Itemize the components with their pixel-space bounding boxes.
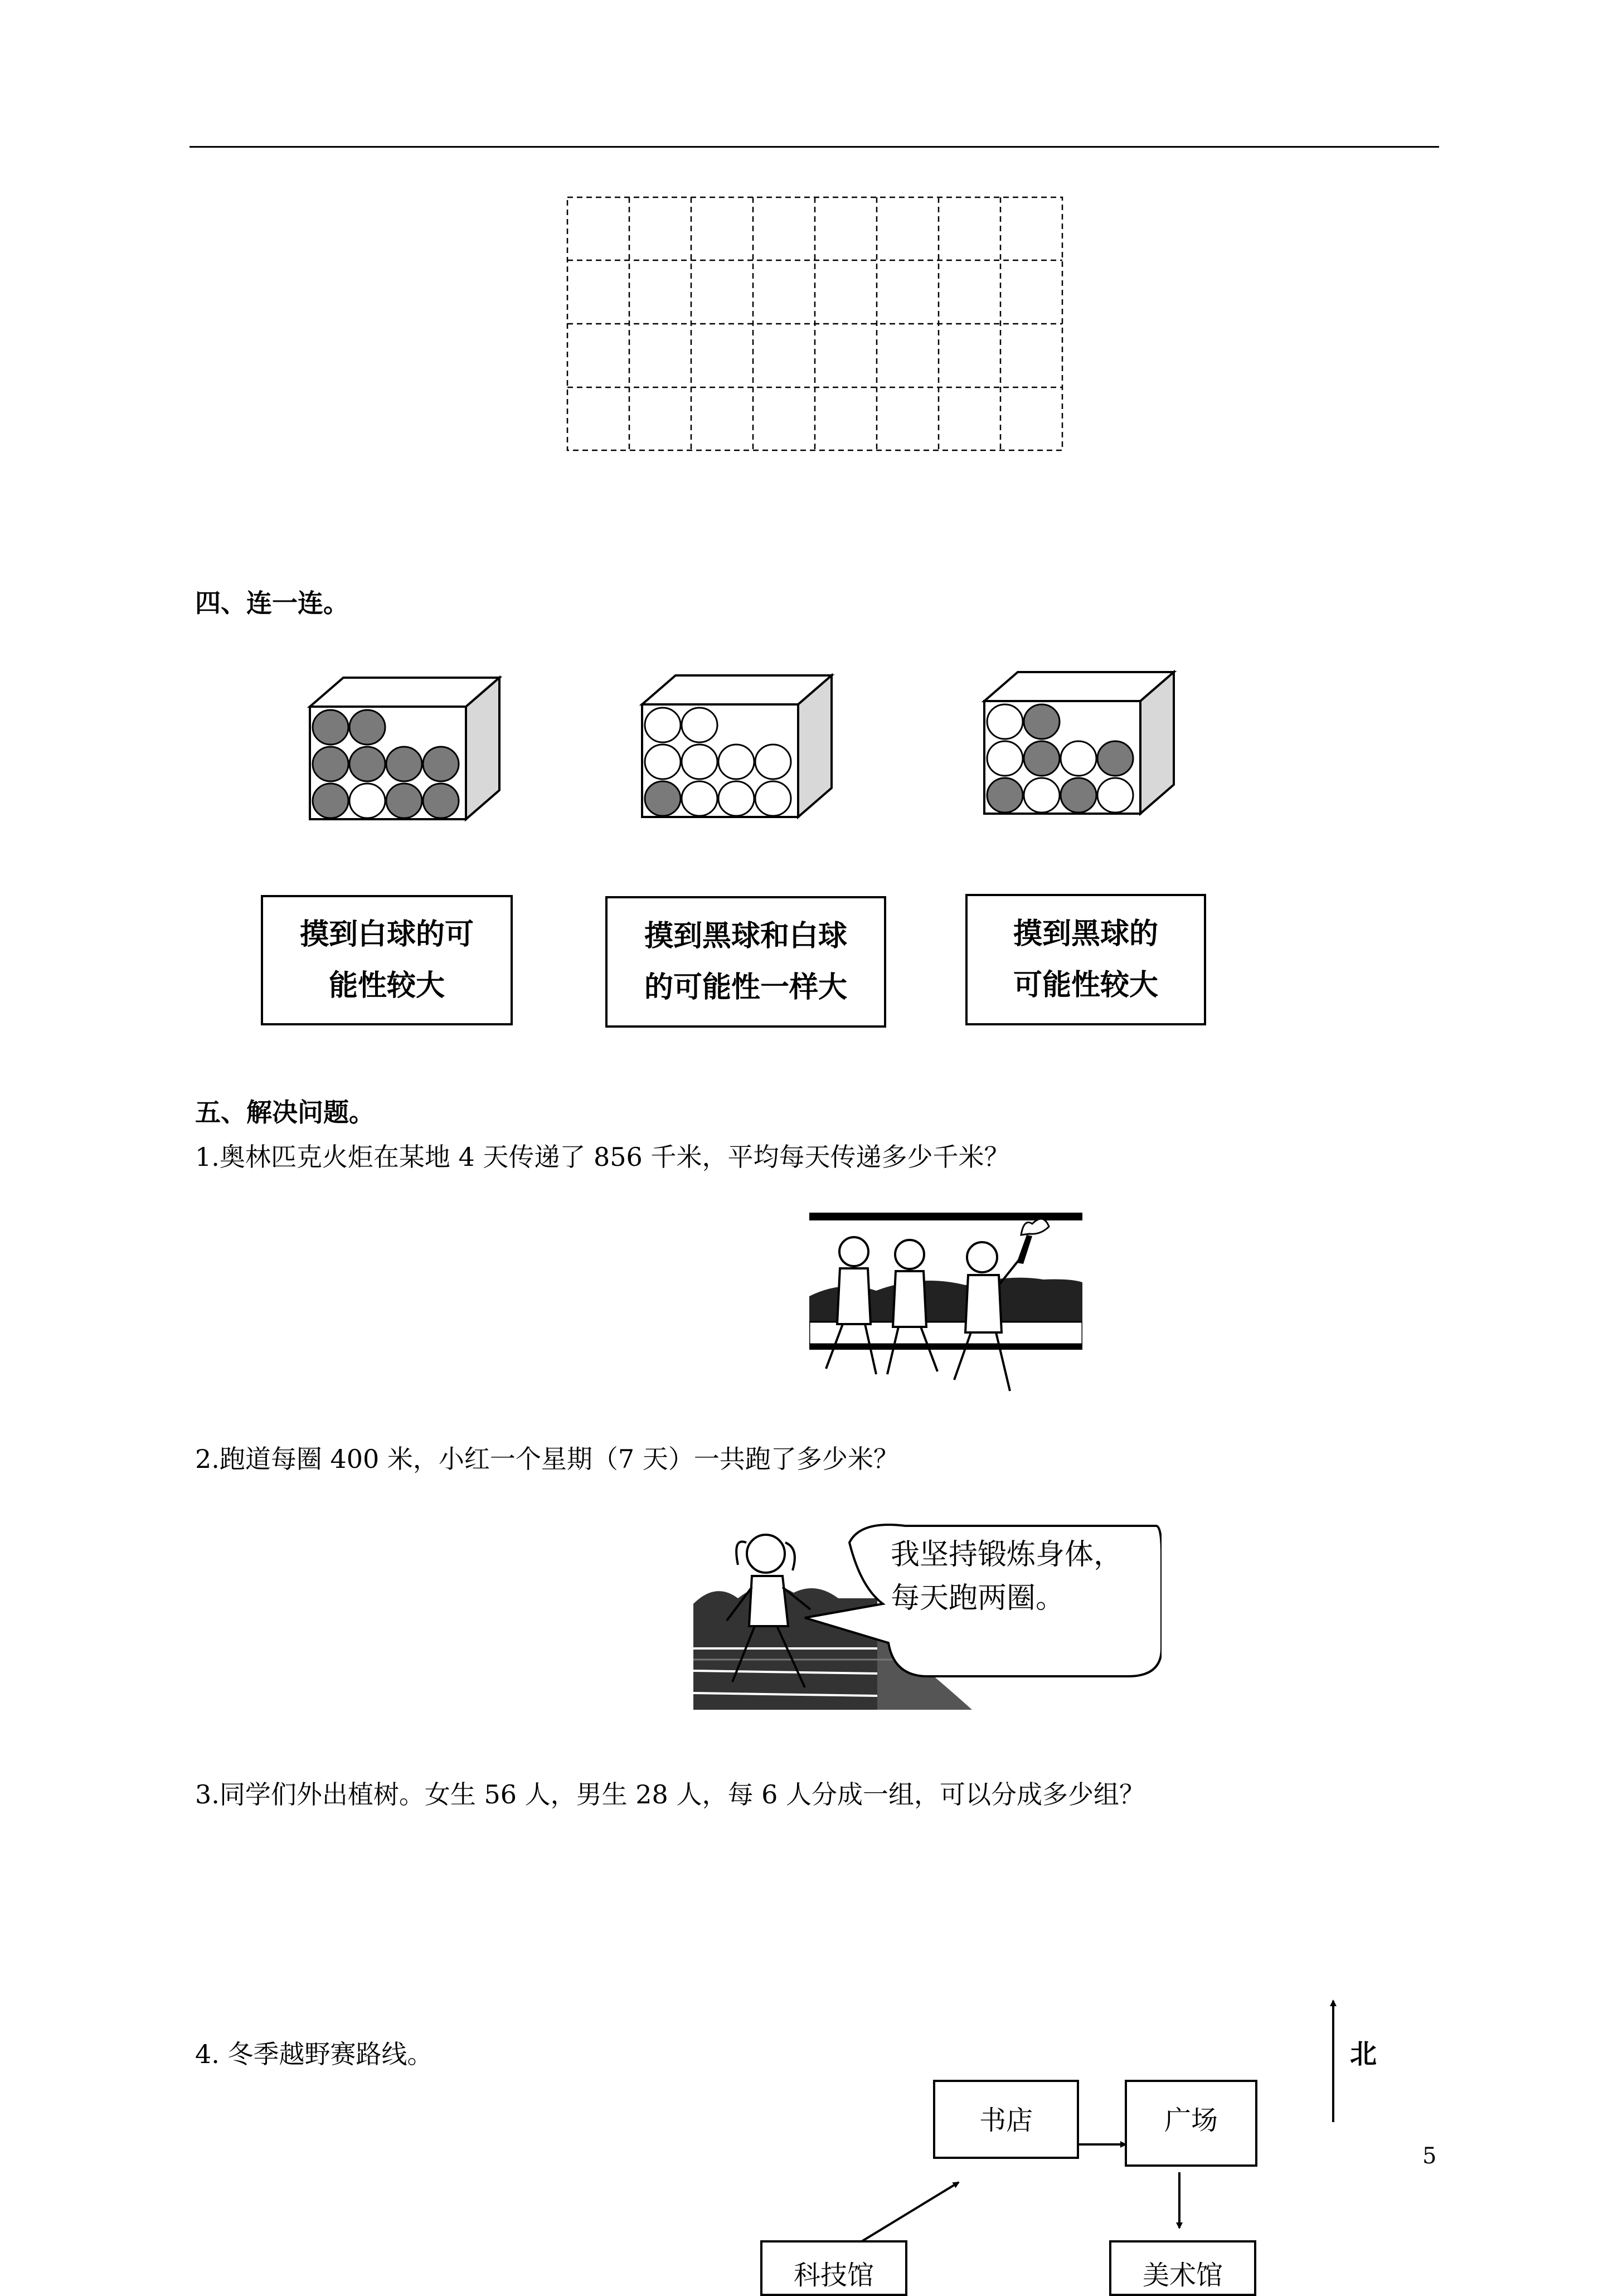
black-ball xyxy=(1024,704,1060,739)
white-ball xyxy=(718,781,754,816)
dashed-grid xyxy=(566,196,1063,451)
white-ball xyxy=(349,784,385,818)
speech-bubble-line-2: 每天跑两圈。 xyxy=(891,1582,1065,1615)
black-ball xyxy=(313,710,348,745)
black-ball xyxy=(1024,741,1060,776)
page-number: 5 xyxy=(1422,2143,1437,2169)
black-ball xyxy=(349,747,385,781)
ball-box-3 xyxy=(980,668,1180,818)
question-3: 3.同学们外出植树。女生 56 人，男生 28 人，每 6 人分成一组，可以分成多少组？ xyxy=(195,1779,1145,1809)
torch-relay-illustration xyxy=(809,1213,1082,1413)
white-ball xyxy=(987,741,1023,776)
white-ball xyxy=(718,745,754,779)
white-ball xyxy=(1024,778,1060,813)
header-rule xyxy=(190,146,1439,148)
black-ball xyxy=(349,710,385,745)
section-4-heading: 四、连一连。 xyxy=(195,588,349,618)
option-black-more-likely[interactable] xyxy=(965,894,1206,1025)
white-ball xyxy=(682,781,717,816)
black-ball xyxy=(313,747,348,781)
map-node-art-museum xyxy=(1109,2240,1256,2296)
art-museum-label: 美术馆 xyxy=(1142,2260,1223,2291)
option-3-line-1: 摸到黑球的 xyxy=(1013,917,1158,951)
option-white-more-likely[interactable] xyxy=(261,895,513,1025)
white-ball xyxy=(1061,741,1096,776)
white-ball xyxy=(987,704,1023,739)
option-2-line-1: 摸到黑球和白球 xyxy=(644,920,847,953)
question-1: 1.奥林匹克火炬在某地 4 天传递了 856 千米，平均每天传递多少千米？ xyxy=(195,1142,1010,1172)
black-ball xyxy=(987,778,1023,813)
map-node-science-museum xyxy=(760,2240,907,2296)
white-ball xyxy=(755,745,791,779)
white-ball xyxy=(682,745,717,779)
map-node-bookstore xyxy=(933,2080,1079,2159)
black-ball xyxy=(423,747,459,781)
section-5-heading: 五、解决问题。 xyxy=(195,1097,375,1127)
white-ball xyxy=(682,708,717,742)
option-1-line-1: 摸到白球的可 xyxy=(299,918,474,951)
black-ball xyxy=(313,784,348,818)
ball-box-1 xyxy=(305,673,506,824)
white-ball xyxy=(755,781,791,816)
black-ball xyxy=(1097,741,1133,776)
north-label: 北 xyxy=(1350,2039,1377,2070)
square-label: 广场 xyxy=(1164,2105,1218,2136)
black-ball xyxy=(386,747,422,781)
black-ball xyxy=(1061,778,1096,813)
science-museum-label: 科技馆 xyxy=(793,2260,874,2291)
option-2-line-2: 的可能性一样大 xyxy=(644,971,847,1004)
white-ball xyxy=(1097,778,1133,813)
map-node-square xyxy=(1125,2080,1257,2167)
black-ball xyxy=(423,784,459,818)
white-ball xyxy=(645,745,681,779)
white-ball xyxy=(645,708,681,742)
option-equally-likely[interactable] xyxy=(605,896,886,1028)
question-2: 2.跑道每圈 400 米，小红一个星期（7 天）一共跑了多少米？ xyxy=(195,1444,899,1474)
ball-box-2 xyxy=(638,671,838,821)
black-ball xyxy=(386,784,422,818)
speech-bubble-line-1: 我坚持锻炼身体， xyxy=(891,1538,1123,1572)
option-1-line-2: 能性较大 xyxy=(328,969,445,1003)
option-3-line-2: 可能性较大 xyxy=(1013,969,1158,1002)
question-4: 4. 冬季越野赛路线。 xyxy=(195,2039,433,2069)
black-ball xyxy=(645,781,681,816)
bookstore-label: 书店 xyxy=(979,2105,1033,2136)
